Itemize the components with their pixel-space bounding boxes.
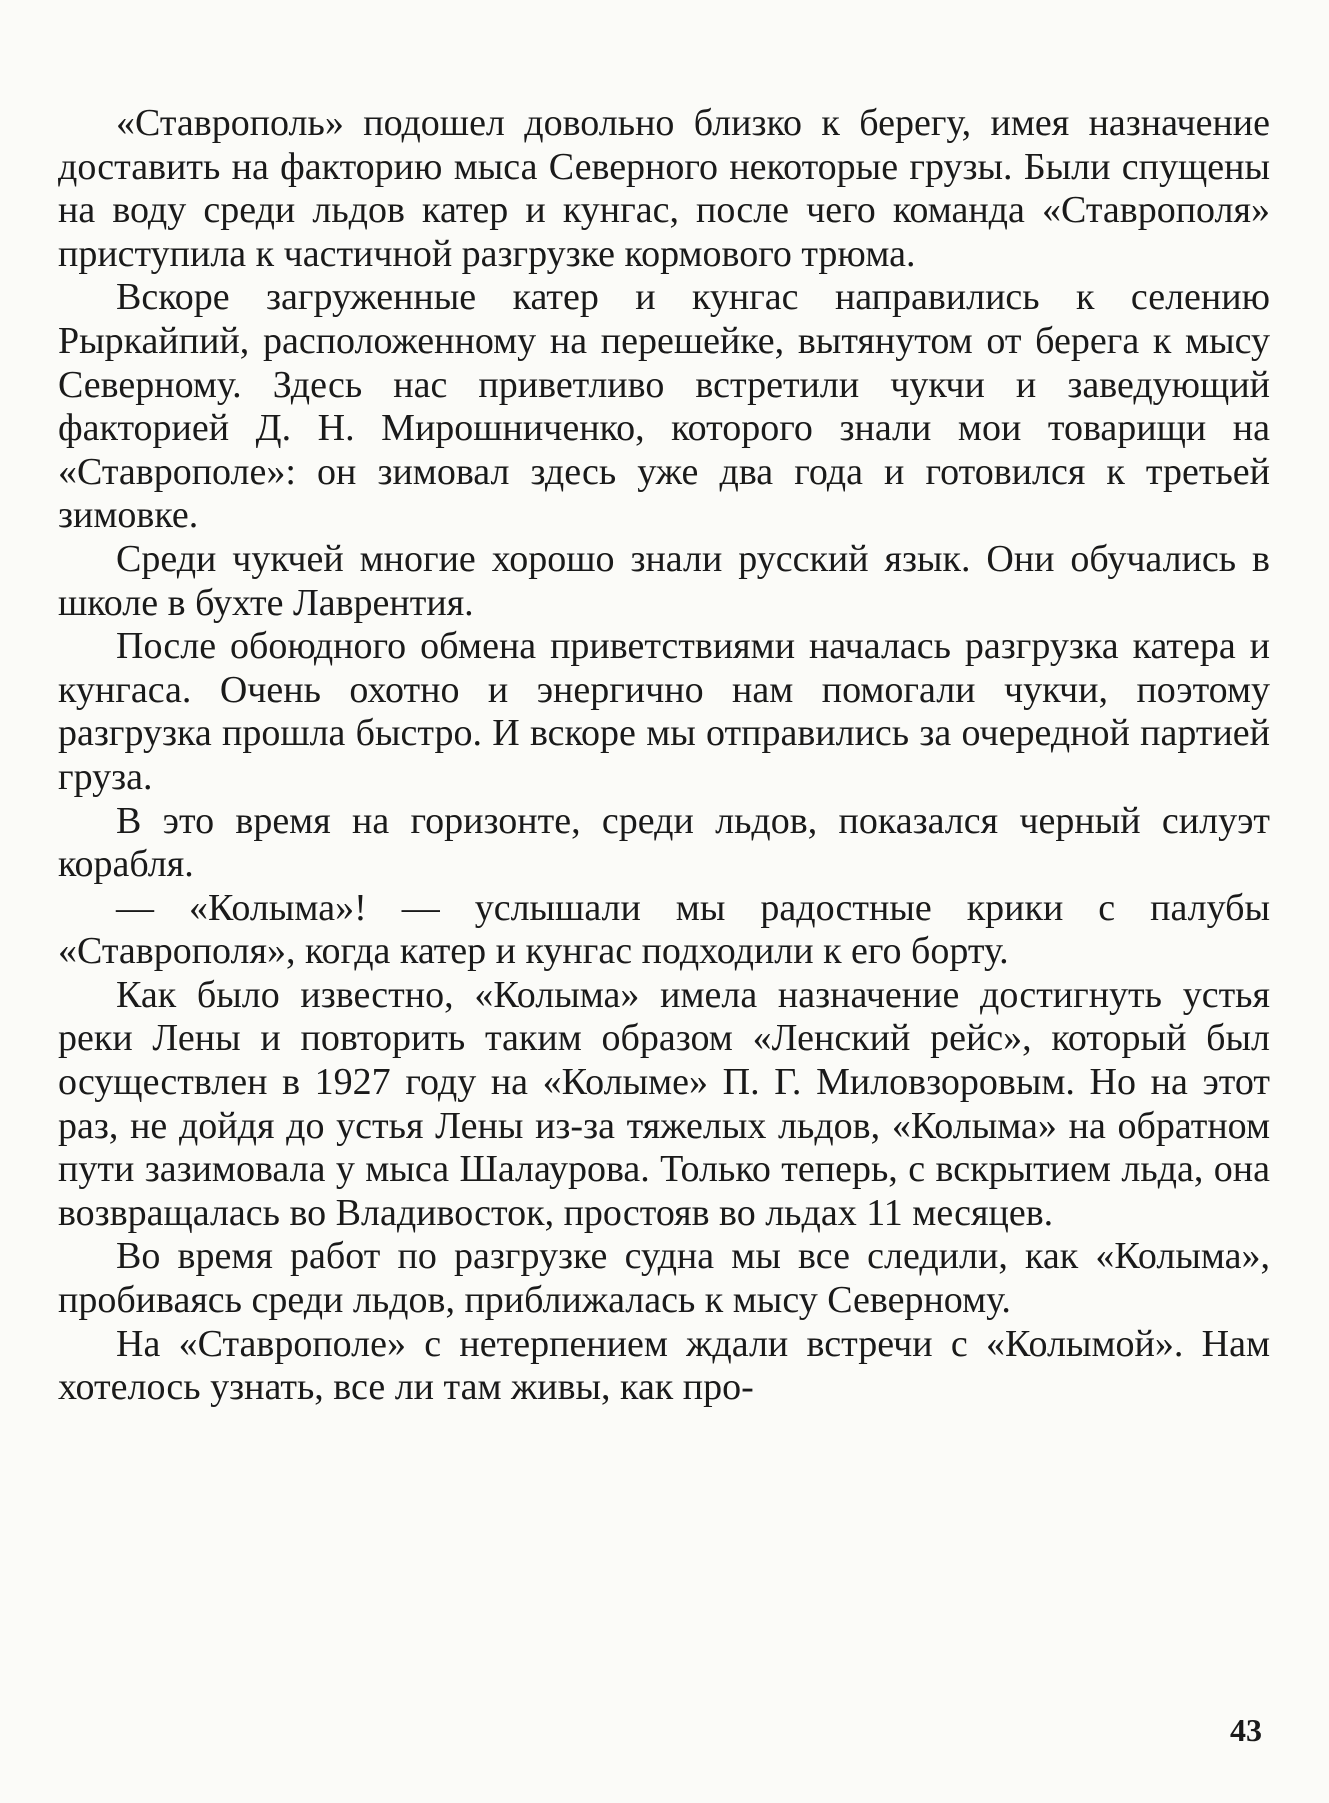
paragraph: В это время на горизонте, среди льдов, показался черный силуэт корабля.	[58, 799, 1270, 886]
body-text	[58, 102, 1270, 1410]
paragraph: Среди чукчей многие хорошо знали русский язык. Они обучались в школе в бухте Лаврентия.	[58, 537, 1270, 624]
paragraph: Вскоре загруженные катер и кунгас направились к селению Рыркайпий, расположенному на перешейке, вытянутом от берега к мысу Северному. Здесь нас приветливо встретили чукчи и заведующий факторией Д. Н. Мирошниченко, которого знали мои товарищи на «Ставрополе»: он зимовал здесь уже два года и готовился к третьей зимовке.	[58, 276, 1270, 537]
paragraph: После обоюдного обмена приветствиями началась разгрузка катера и кунгаса. Очень охотно и энергично нам помогали чукчи, поэтому разгрузка прошла быстро. И вскоре мы отправились за очередной партией груза.	[58, 625, 1270, 798]
paragraph: — «Колыма»! — услышали мы радостные крики с палубы «Ставрополя», когда катер и кунгас подходили к его борту.	[58, 886, 1270, 973]
page-number: 43	[1230, 1712, 1262, 1748]
paragraph: На «Ставрополе» с нетерпением ждали встречи с «Колымой». Нам хотелось узнать, все ли там живы, как про-	[58, 1322, 1270, 1409]
paragraph: «Ставрополь» подошел довольно близко к берегу, имея назначение доставить на факторию мыса Северного некоторые грузы. Были спущены на воду среди льдов катер и кунгас, после чего команда «Ставрополя» приступила к частичной разгрузке кормового трюма.	[58, 102, 1270, 275]
paragraph: Как было известно, «Колыма» имела назначение достигнуть устья реки Лены и повторить таким образом «Ленский рейс», который был осуществлен в 1927 году на «Колыме» П. Г. Миловзоровым. Но на этот раз, не дойдя до устья Лены из-за тяжелых льдов, «Колыма» на обратном пути зазимовала у мыса Шалаурова. Только теперь, с вскрытием льда, она возвращалась во Владивосток, простояв во льдах 11 месяцев.	[58, 973, 1270, 1234]
paragraph: Во время работ по разгрузке судна мы все следили, как «Колыма», пробиваясь среди льдов, приближалась к мысу Северному.	[58, 1235, 1270, 1322]
